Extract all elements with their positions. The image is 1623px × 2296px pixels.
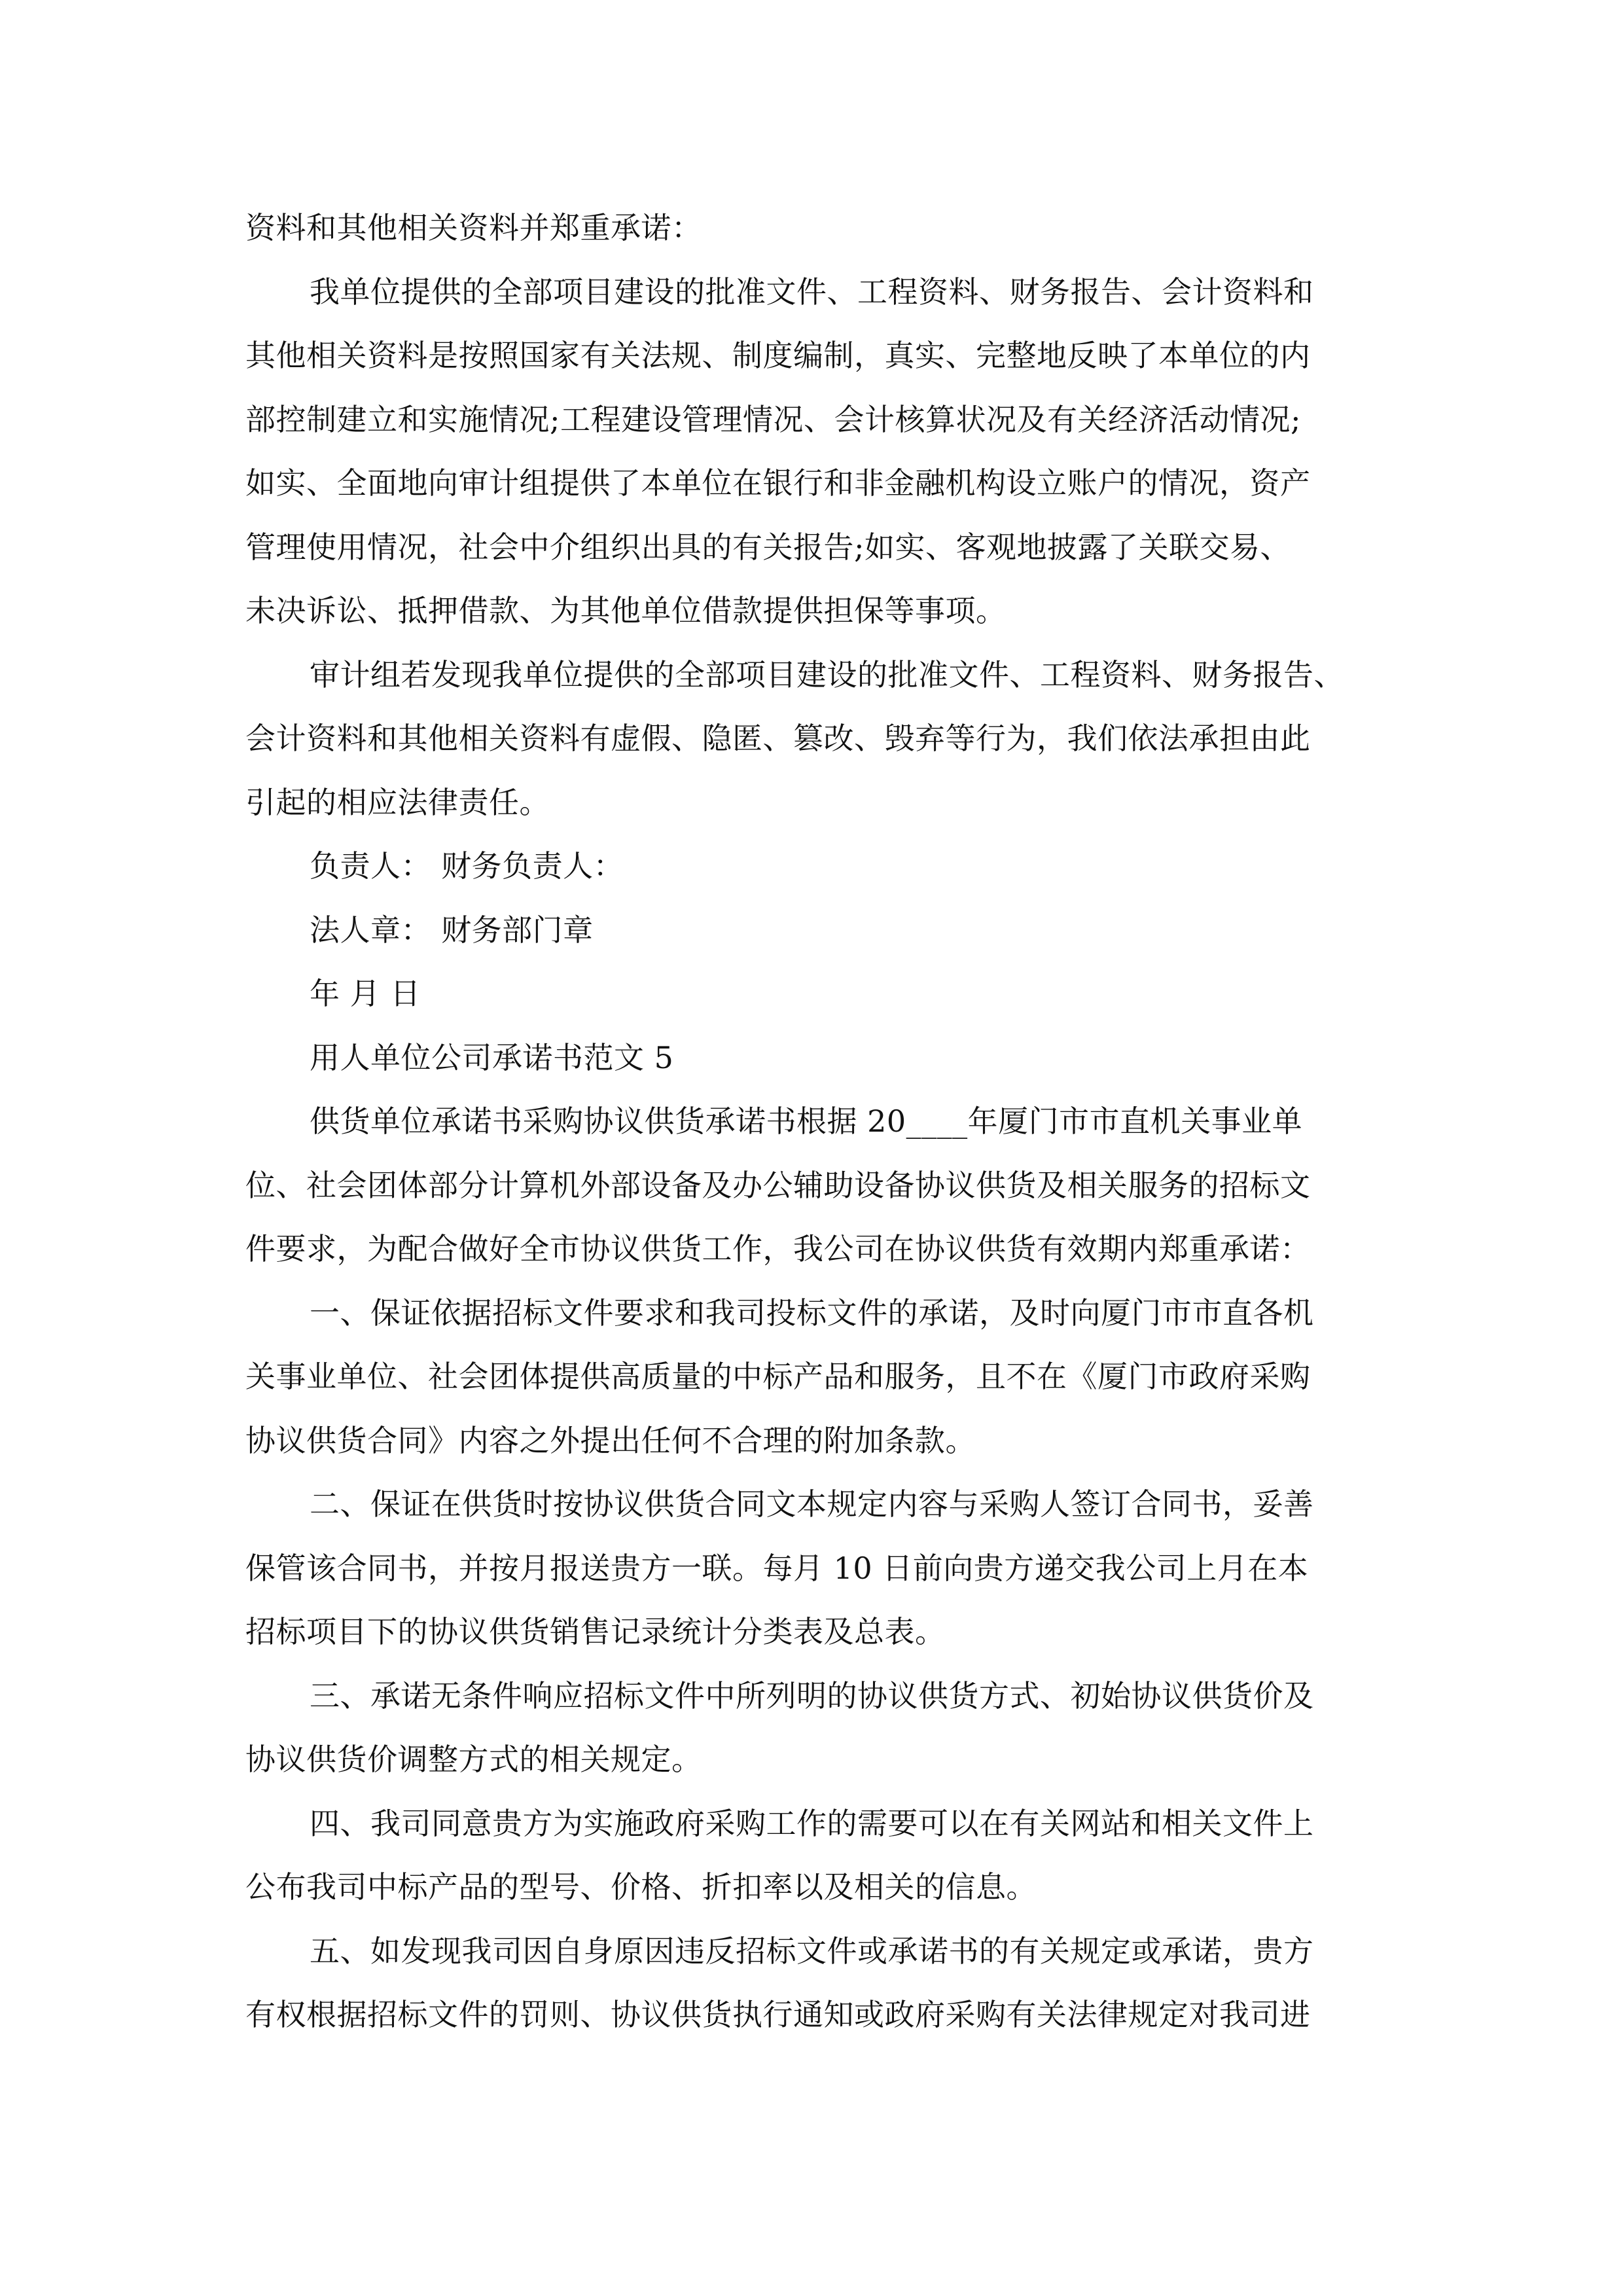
text-line: 有权根据招标文件的罚则、协议供货执行通知或政府采购有关法律规定对我司进 [245, 1997, 1311, 2032]
text-line: 位、社会团体部分计算机外部设备及办公辅助设备协议供货及相关服务的招标文 [245, 1167, 1311, 1203]
text-line: 公布我司中标产品的型号、价格、折扣率以及相关的信息。 [245, 1869, 1037, 1905]
text-line: 协议供货价调整方式的相关规定。 [245, 1742, 702, 1777]
text-line: 未决诉讼、抵押借款、为其他单位借款提供担保等事项。 [245, 593, 1007, 628]
text-line: 部控制建立和实施情况;工程建设管理情况、会计核算状况及有关经济活动情况; [245, 401, 1301, 437]
text-line: 协议供货合同》内容之外提出任何不合理的附加条款。 [245, 1422, 976, 1458]
seal-line: 法人章： 财务部门章 [310, 912, 594, 948]
text-line: 审计组若发现我单位提供的全部项目建设的批准文件、工程资料、财务报告、 [310, 656, 1344, 692]
text-line: 管理使用情况，社会中介组织出具的有关报告;如实、客观地披露了关联交易、 [245, 529, 1291, 565]
text-line: 关事业单位、社会团体提供高质量的中标产品和服务，且不在《厦门市政府采购 [245, 1359, 1311, 1394]
text-line: 我单位提供的全部项目建设的批准文件、工程资料、财务报告、会计资料和 [310, 274, 1314, 310]
signature-responsible-line: 负责人： 财务负责人： [310, 848, 624, 884]
text-line: 件要求，为配合做好全市协议供货工作，我公司在协议供货有效期内郑重承诺： [245, 1231, 1311, 1266]
text-line: 会计资料和其他相关资料有虚假、隐匿、篡改、毁弃等行为，我们依法承担由此 [245, 721, 1311, 756]
text-line: 五、如发现我司因自身原因违反招标文件或承诺书的有关规定或承诺，贵方 [310, 1933, 1314, 1969]
text-line: 一、保证依据招标文件要求和我司投标文件的承诺，及时向厦门市市直各机 [310, 1295, 1314, 1331]
section-title: 用人单位公司承诺书范文 5 [310, 1039, 674, 1075]
text-line: 二、保证在供货时按协议供货合同文本规定内容与采购人签订合同书，妥善 [310, 1486, 1314, 1522]
document-body [245, 196, 1378, 2047]
text-line: 三、承诺无条件响应招标文件中所列明的协议供货方式、初始协议供货价及 [310, 1677, 1314, 1713]
text-line: 引起的相应法律责任。 [245, 784, 550, 820]
text-line: 招标项目下的协议供货销售记录统计分类表及总表。 [245, 1614, 946, 1649]
text-line: 如实、全面地向审计组提供了本单位在银行和非金融机构设立账户的情况，资产 [245, 465, 1311, 501]
text-line: 保管该合同书，并按月报送贵方一联。每月 10 日前向贵方递交我公司上月在本 [245, 1550, 1309, 1586]
date-line: 年 月 日 [310, 976, 421, 1011]
text-line: 资料和其他相关资料并郑重承诺： [245, 210, 702, 245]
text-line: 四、我司同意贵方为实施政府采购工作的需要可以在有关网站和相关文件上 [310, 1805, 1314, 1841]
text-line: 供货单位承诺书采购协议供货承诺书根据 20____年厦门市市直机关事业单 [310, 1103, 1303, 1139]
text-line: 其他相关资料是按照国家有关法规、制度编制，真实、完整地反映了本单位的内 [245, 338, 1311, 373]
